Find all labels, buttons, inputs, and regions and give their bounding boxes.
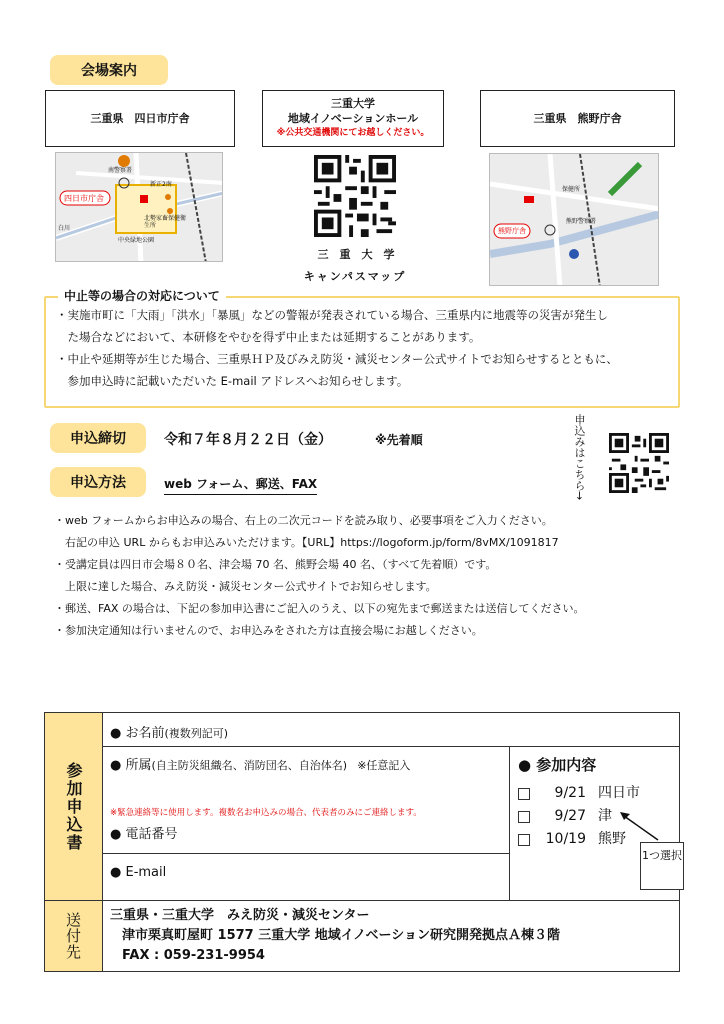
cancellation-notice-body (56, 304, 618, 392)
destination-side-label: 送付先 (64, 912, 82, 960)
form-divider (44, 900, 680, 901)
info-line: 右記の申込 URL からもお申込みいただけます。【URL】https://logoform.jp/form/8vMX/1091817 (54, 536, 559, 549)
venue-mie-univ-line1: 三重大学 (331, 97, 375, 110)
participation-title: ● 参加内容 (518, 756, 597, 774)
option-place: 津 (598, 808, 612, 824)
info-line: ・web フォームからお申込みの場合、右上の二次元コードを読み取り、必要事項をご入力ください。 (54, 514, 553, 527)
form-side-label: 参加申込書 (45, 713, 102, 900)
option-place: 熊野 (598, 831, 626, 847)
notice-line: た場合などにおいて、本研修をやむを得ず中止または延期することがあります。 (56, 330, 481, 344)
map-label-station: 新正2南 (150, 181, 172, 188)
campus-map-qr-icon (314, 155, 396, 237)
form-divider (102, 712, 103, 972)
deadline-note: ※先着順 (375, 433, 423, 447)
deadline-label: 申込締切 (50, 423, 146, 453)
destination-org: 三重県・三重大学 みえ防災・減災センター (110, 908, 370, 923)
info-line: ・参加決定通知は行いませんので、お申込みをされた方は直接会場にお越しください。 (54, 624, 483, 637)
map-yokkaichi-graphic (56, 153, 223, 262)
campus-map-caption-1: 三 重 大 学 (317, 248, 395, 261)
map-label-river: 白川 (58, 225, 71, 232)
map-yokkaichi-building-label: 四日市庁舎 (64, 194, 104, 203)
venue-section-title: 会場案内 (50, 55, 168, 85)
map-label-police: 南警察署 (108, 167, 133, 174)
info-line: 上限に達した場合、みえ防災・減災センター公式サイトでお知らせします。 (54, 580, 437, 593)
email-label: ● E-mail (110, 865, 167, 880)
option-date: 9/27 (554, 808, 586, 824)
method-label: 申込方法 (50, 467, 146, 497)
application-qr-code[interactable] (609, 433, 669, 493)
application-qr-icon (609, 433, 669, 493)
venue-kumano (480, 90, 675, 147)
affiliation-optional-note: ※任意記入 (357, 759, 411, 772)
affiliation-label: ● 所属 (110, 758, 152, 773)
option-yokkaichi[interactable] (518, 782, 640, 805)
application-info (54, 510, 585, 642)
destination-street: 津市栗真町屋町 1577 三重大学 地域イノベーション研究開発拠点Ａ棟３階 (122, 928, 560, 943)
venue-kumano-name: 三重県 熊野庁舎 (533, 112, 622, 125)
form-divider (102, 853, 509, 854)
map-kumano (489, 153, 659, 286)
destination-side-cell (45, 901, 102, 971)
venue-mie-university (262, 90, 444, 147)
affiliation-sublabel: (自主防災組織名、消防団名、自治体名) (151, 759, 348, 772)
map-label-kumano-police: 熊野警察署 (566, 218, 597, 225)
map-label-health-office: 北勢家畜保健衛生所 (144, 215, 187, 229)
option-date: 10/19 (545, 831, 586, 847)
notice-line: ・実施市町に「大雨」「洪水」「暴風」などの警報が発表されている場合、三重県内に地震等の災害が発生し (56, 308, 608, 322)
phone-field[interactable] (110, 823, 177, 842)
name-sublabel: (複数列記可) (164, 727, 229, 740)
map-yokkaichi (55, 152, 223, 262)
affiliation-field[interactable] (110, 754, 410, 773)
name-field[interactable] (110, 722, 228, 741)
info-line: ・郵送、FAX の場合は、下記の参加申込書にご記入のうえ、以下の宛先まで郵送または送信してください。 (54, 602, 585, 615)
option-checkbox[interactable] (518, 834, 530, 846)
map-kumano-building-label: 熊野庁舎 (498, 227, 526, 235)
map-label-health-center: 保健所 (562, 186, 581, 193)
option-place: 四日市 (598, 785, 640, 801)
arrow-icon (618, 808, 662, 844)
notice-line: 参加申込時に記載いただいた E-mail アドレスへお知らせします。 (56, 374, 409, 388)
info-line: ・受講定員は四日市会場８０名、津会場 70 名、熊野会場 40 名、（すべて先着順）です。 (54, 558, 497, 571)
destination-address (110, 906, 560, 966)
name-label: ● お名前 (110, 726, 165, 741)
public-transit-note: ※公共交通機関にてお越しください。 (276, 128, 430, 138)
venue-yokkaichi (45, 90, 235, 147)
deadline-value: 令和７年８月２２日（金） (164, 432, 332, 448)
cancellation-notice-title: 中止等の場合の対応について (58, 287, 226, 304)
method-value: web フォーム、郵送、FAX (164, 475, 317, 495)
form-divider (102, 746, 680, 747)
venue-mie-univ-line2: 地域イノベーションホール (287, 112, 419, 125)
option-date: 9/21 (554, 785, 586, 801)
map-label-park: 中央緑地公園 (118, 237, 155, 244)
campus-map-caption-2: キャンパスマップ (303, 270, 407, 283)
campus-map-qr-code[interactable] (314, 155, 396, 237)
notice-line: ・中止や延期等が生じた場合、三重県ＨＰ及びみえ防災・減災センター公式サイトでお知らせするとともに、 (56, 352, 618, 366)
select-one-note: 1つ選択 (640, 842, 684, 890)
option-checkbox[interactable] (518, 811, 530, 823)
emergency-contact-note: ※緊急連絡等に使用します。複数名お申込みの場合、代表者のみにご連絡します。 (110, 808, 422, 818)
phone-label: ● 電話番号 (110, 827, 178, 842)
apply-here-label: 申込みはこちら→ (573, 414, 586, 501)
form-divider (509, 746, 510, 901)
venue-yokkaichi-name: 三重県 四日市庁舎 (90, 112, 190, 125)
destination-fax: FAX : 059-231-9954 (122, 948, 265, 963)
email-field[interactable] (110, 865, 166, 880)
option-checkbox[interactable] (518, 788, 530, 800)
